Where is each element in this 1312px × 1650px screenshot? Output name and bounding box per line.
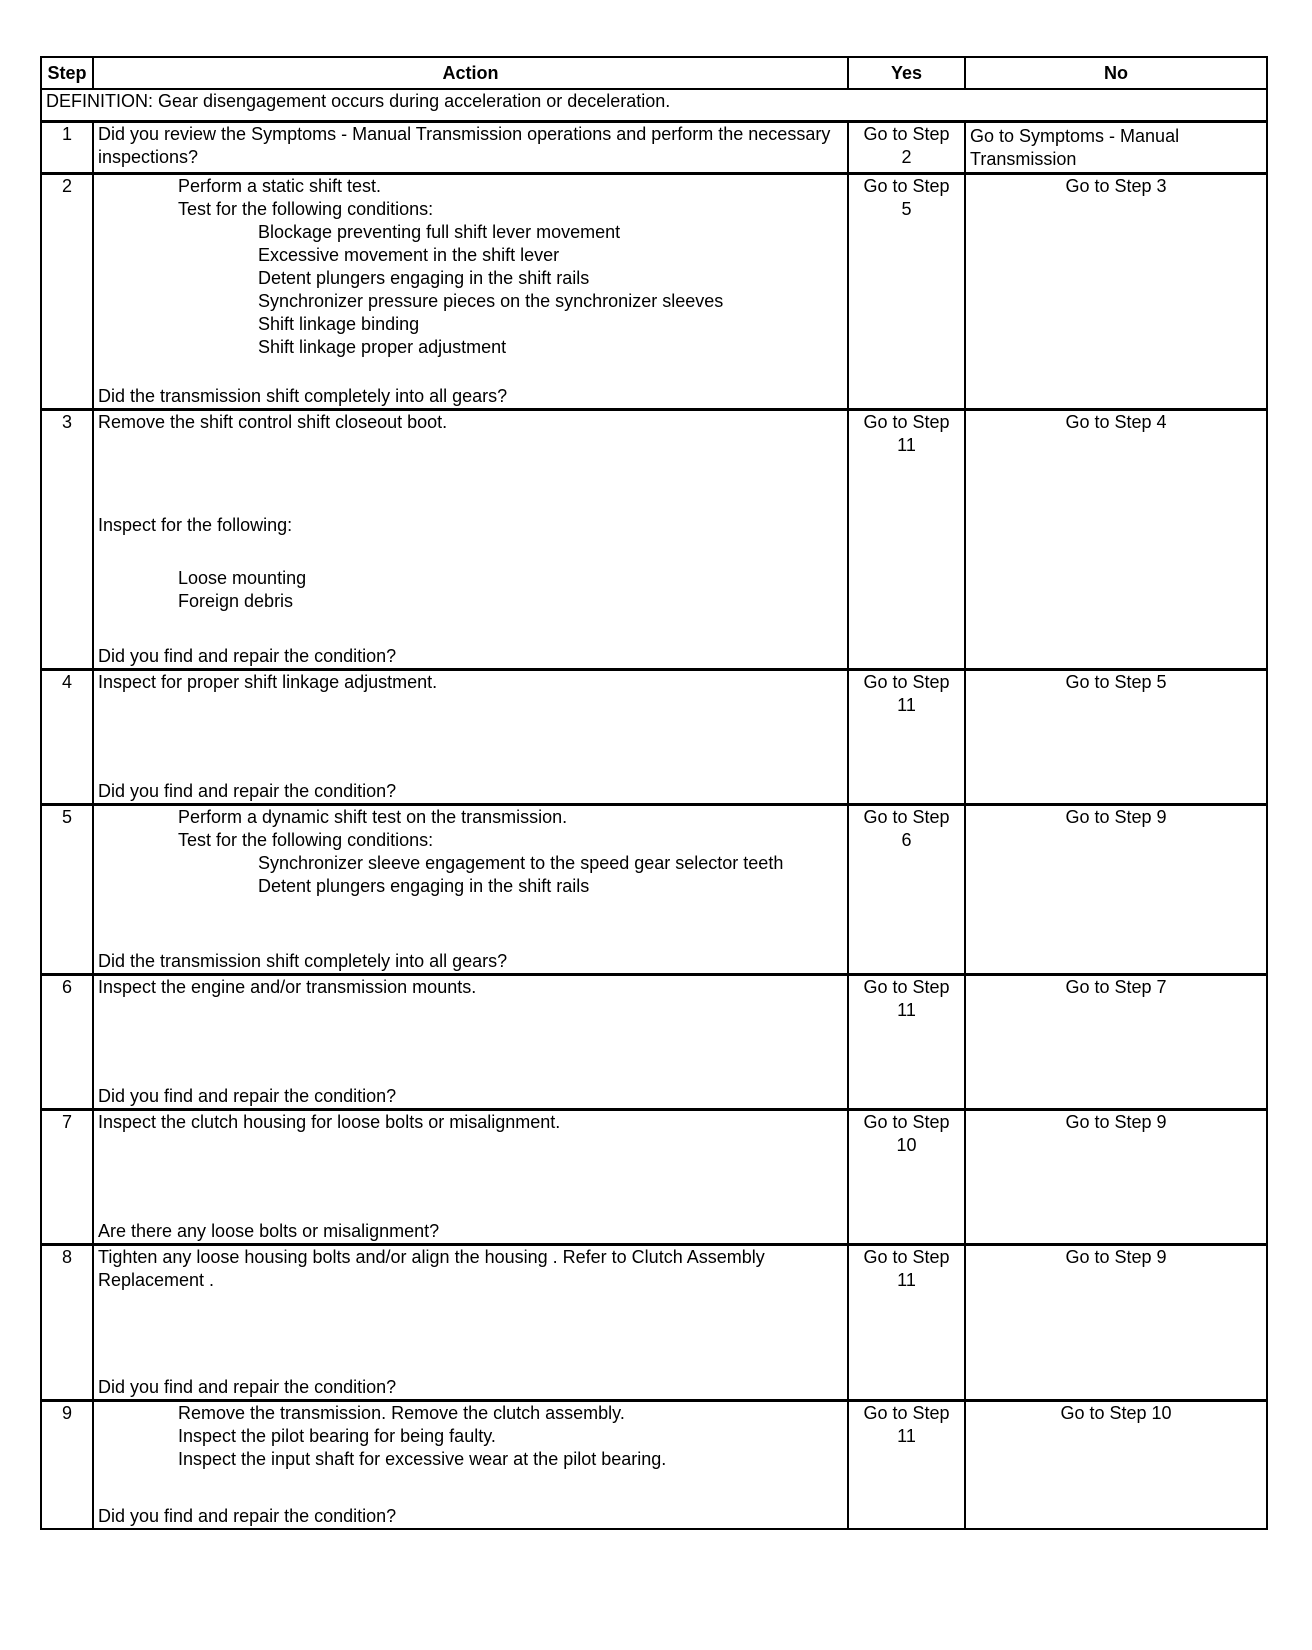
step-number: 8 <box>41 1245 93 1401</box>
table-row <box>41 174 1267 410</box>
no-cell: Go to Step 5 <box>965 670 1267 805</box>
table-row <box>41 1110 1267 1245</box>
yes-step: 11 <box>897 435 916 455</box>
step-number: 9 <box>41 1401 93 1529</box>
action-cell <box>93 670 848 805</box>
yes-text: Go to Step <box>863 1112 950 1132</box>
yes-cell <box>848 805 965 975</box>
yes-step: 11 <box>897 695 916 715</box>
step-number: 3 <box>41 410 93 670</box>
action-line: Detent plungers engaging in the shift rails <box>258 876 590 896</box>
yes-cell <box>848 122 965 174</box>
yes-text: Go to Step <box>863 1247 950 1267</box>
table-row <box>41 1245 1267 1401</box>
table-row <box>41 670 1267 805</box>
action-line: Blockage preventing full shift lever movement <box>258 222 621 242</box>
header-step: Step <box>41 57 93 89</box>
yes-step: 11 <box>897 1000 916 1020</box>
action-line: Loose mounting <box>178 568 307 588</box>
step-number: 6 <box>41 975 93 1110</box>
yes-cell <box>848 410 965 670</box>
no-cell: Go to Step 9 <box>965 805 1267 975</box>
header-no: No <box>965 57 1267 89</box>
table-row <box>41 805 1267 975</box>
no-cell: Go to Step 9 <box>965 1245 1267 1401</box>
action-line: Test for the following conditions: <box>178 199 434 219</box>
yes-cell <box>848 1401 965 1529</box>
action-question: Did you review the Symptoms - Manual Transmission operations and perform the necessary inspections? <box>98 124 831 167</box>
action-line: Perform a static shift test. <box>178 176 382 196</box>
action-question: Did you find and repair the condition? <box>98 1086 397 1106</box>
no-cell: Go to Step 4 <box>965 410 1267 670</box>
step-number: 4 <box>41 670 93 805</box>
action-line: Inspect the engine and/or transmission mounts. <box>98 977 477 997</box>
yes-step: 2 <box>901 147 912 167</box>
yes-text: Go to Step <box>863 672 950 692</box>
action-line: Test for the following conditions: <box>178 830 434 850</box>
action-line: Synchronizer sleeve engagement to the speed gear selector teeth <box>258 853 784 873</box>
no-cell: Go to Step 9 <box>965 1110 1267 1245</box>
step-number: 7 <box>41 1110 93 1245</box>
table-row <box>41 1401 1267 1529</box>
definition-row <box>41 89 1267 122</box>
yes-text: Go to Step <box>863 124 950 144</box>
yes-text: Go to Step <box>863 176 950 196</box>
action-line: Inspect the clutch housing for loose bolts or misalignment. <box>98 1112 561 1132</box>
action-line: Foreign debris <box>178 591 294 611</box>
action-line: Inspect the pilot bearing for being faulty. <box>178 1426 496 1446</box>
yes-text: Go to Step <box>863 807 950 827</box>
action-line: Tighten any loose housing bolts and/or align the housing . Refer to Clutch Assembly Replacement . <box>98 1247 765 1290</box>
no-cell: Go to Symptoms - Manual Transmission <box>965 122 1267 174</box>
action-line: Shift linkage binding <box>258 314 420 334</box>
yes-cell <box>848 1245 965 1401</box>
yes-step: 5 <box>901 199 912 219</box>
action-line: Inspect for proper shift linkage adjustment. <box>98 672 438 692</box>
yes-step: 6 <box>901 830 912 850</box>
action-cell <box>93 174 848 410</box>
action-line: Shift linkage proper adjustment <box>258 337 507 357</box>
yes-text: Go to Step <box>863 412 950 432</box>
action-cell <box>93 1110 848 1245</box>
yes-text: Go to Step <box>863 1403 950 1423</box>
action-question: Did you find and repair the condition? <box>98 646 397 666</box>
step-number: 2 <box>41 174 93 410</box>
action-question: Did you find and repair the condition? <box>98 781 397 801</box>
yes-text: Go to Step <box>863 977 950 997</box>
action-line: Perform a dynamic shift test on the transmission. <box>178 807 568 827</box>
action-question: Did the transmission shift completely into all gears? <box>98 951 508 971</box>
action-cell <box>93 1245 848 1401</box>
step-number: 5 <box>41 805 93 975</box>
diagnostic-table <box>40 56 1268 1530</box>
no-cell: Go to Step 7 <box>965 975 1267 1110</box>
table-row <box>41 410 1267 670</box>
action-line: Inspect for the following: <box>98 515 293 535</box>
yes-cell <box>848 1110 965 1245</box>
action-cell <box>93 975 848 1110</box>
step-number: 1 <box>41 122 93 174</box>
action-cell <box>93 805 848 975</box>
action-question: Are there any loose bolts or misalignment? <box>98 1221 440 1241</box>
action-line: Remove the transmission. Remove the clutch assembly. <box>178 1403 625 1423</box>
yes-step: 11 <box>897 1270 916 1290</box>
action-question: Did you find and repair the condition? <box>98 1505 397 1526</box>
action-question: Did you find and repair the condition? <box>98 1377 397 1397</box>
action-cell <box>93 1401 848 1529</box>
action-cell <box>93 122 848 174</box>
action-line: Detent plungers engaging in the shift rails <box>258 268 590 288</box>
yes-step: 10 <box>896 1135 917 1155</box>
yes-cell <box>848 174 965 410</box>
yes-cell <box>848 670 965 805</box>
header-row <box>41 57 1267 89</box>
table-row <box>41 975 1267 1110</box>
action-cell <box>93 410 848 670</box>
header-yes: Yes <box>848 57 965 89</box>
header-action: Action <box>93 57 848 89</box>
action-line: Inspect the input shaft for excessive wear at the pilot bearing. <box>178 1449 667 1469</box>
action-question: Did the transmission shift completely into all gears? <box>98 386 508 406</box>
yes-cell <box>848 975 965 1110</box>
action-line: Excessive movement in the shift lever <box>258 245 560 265</box>
action-line: Synchronizer pressure pieces on the synchronizer sleeves <box>258 291 724 311</box>
yes-step: 11 <box>897 1426 916 1446</box>
no-cell: Go to Step 3 <box>965 174 1267 410</box>
action-line: Remove the shift control shift closeout boot. <box>98 412 448 432</box>
no-cell: Go to Step 10 <box>965 1401 1267 1529</box>
definition-text: DEFINITION: Gear disengagement occurs during acceleration or deceleration. <box>41 89 1267 122</box>
table-row <box>41 122 1267 174</box>
